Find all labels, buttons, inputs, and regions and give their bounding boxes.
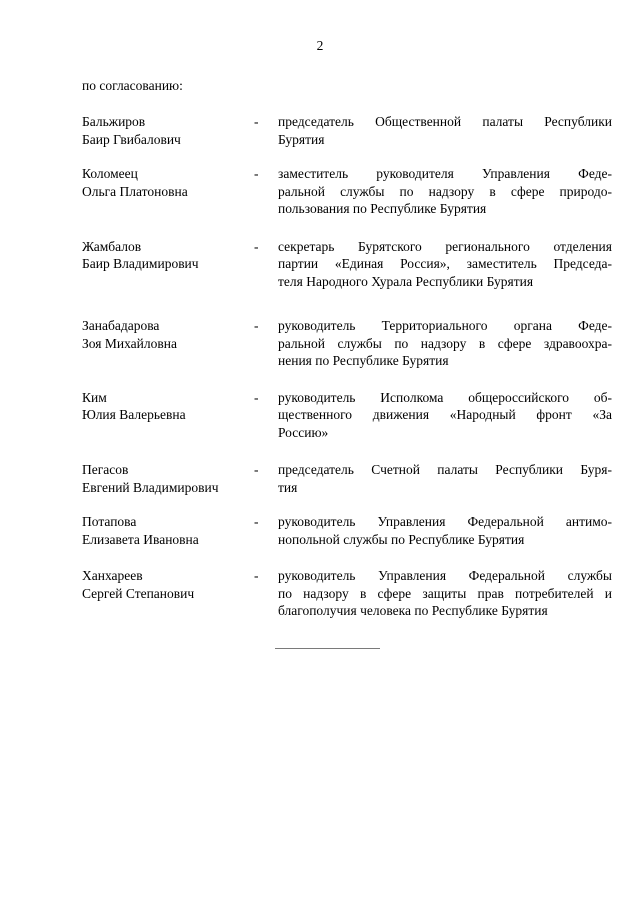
role-line: Россию»	[278, 424, 329, 440]
role-line: теля Народного Хурала Республики Бурятия	[278, 273, 534, 289]
approver-role	[278, 113, 612, 148]
role-line: секретарь Бурятского регионального отделения	[278, 238, 612, 254]
dash-separator: -	[254, 318, 259, 333]
role-line: нопольной службы по Республике Бурятия	[278, 531, 525, 547]
role-line: Бурятия	[278, 131, 325, 147]
role-line: ральной службы по надзору в сфере здравоохра-	[278, 335, 612, 351]
approver-surname: Бальжиров	[82, 114, 146, 129]
role-line: нения по Республике Бурятия	[278, 353, 449, 368]
approver-given-name: Ольга Платоновна	[82, 183, 188, 199]
approver-entry	[82, 389, 612, 442]
role-line: по надзору в сфере защиты прав потребителей и	[278, 585, 612, 601]
approver-surname: Потапова	[82, 514, 137, 529]
approvers-list	[82, 113, 612, 620]
approver-role	[278, 389, 612, 442]
role-line: руководитель Управления Федеральной антимо-	[278, 514, 612, 529]
role-line: руководитель Управления Федеральной службы	[278, 568, 612, 583]
role-line: руководитель Исполкома общероссийского об-	[278, 389, 612, 405]
approver-name	[82, 513, 254, 548]
role-line: благополучия человека по Республике Бурятия	[278, 603, 548, 618]
approver-entry	[82, 113, 612, 148]
approver-given-name: Юлия Валерьевна	[82, 407, 186, 422]
role-line: щественного движения «Народный фронт «За	[278, 407, 612, 422]
approver-name	[82, 389, 254, 424]
approver-role	[278, 461, 612, 496]
approver-entry	[82, 238, 612, 291]
role-line: партии «Единая Россия», заместитель Председа-	[278, 256, 612, 271]
approver-name	[82, 165, 254, 200]
approver-surname: Занабадарова	[82, 318, 160, 333]
approver-given-name: Евгений Владимирович	[82, 479, 219, 495]
role-line: тия	[278, 479, 298, 495]
approver-role	[278, 513, 612, 548]
approver-given-name: Зоя Михайловна	[82, 335, 177, 351]
approver-name	[82, 113, 254, 148]
approver-given-name: Елизавета Ивановна	[82, 531, 199, 547]
role-line: ральной службы по надзору в сфере природо-	[278, 183, 612, 199]
approver-surname: Пегасов	[82, 462, 129, 477]
dash-separator: -	[254, 166, 259, 181]
approver-entry	[82, 165, 612, 218]
approver-entry	[82, 461, 612, 496]
approver-role	[278, 567, 612, 620]
role-line: председатель Счетной палаты Республики Буря-	[278, 462, 612, 477]
dash-separator: -	[254, 462, 259, 477]
approver-entry	[82, 513, 612, 548]
dash-separator: -	[254, 389, 259, 405]
role-line: руководитель Территориального органа Феде-	[278, 318, 612, 333]
role-line: заместитель руководителя Управления Феде-	[278, 166, 612, 181]
approver-role	[278, 165, 612, 218]
closing-divider-line	[275, 648, 380, 649]
approver-role	[278, 238, 612, 291]
page-number: 2	[316, 38, 324, 53]
dash-separator: -	[254, 238, 259, 254]
approver-surname: Ханхареев	[82, 568, 143, 583]
dash-separator: -	[254, 114, 259, 129]
approver-surname: Ким	[82, 389, 107, 405]
approver-surname: Коломеец	[82, 166, 138, 181]
approver-given-name: Баир Гвибалович	[82, 131, 181, 147]
approver-name	[82, 567, 254, 602]
role-line: пользования по Республике Бурятия	[278, 201, 487, 216]
approver-name	[82, 317, 254, 352]
approver-role	[278, 317, 612, 370]
approver-entry	[82, 567, 612, 620]
approver-surname: Жамбалов	[82, 238, 142, 254]
approver-name	[82, 238, 254, 273]
approver-name	[82, 461, 254, 496]
approver-given-name: Баир Владимирович	[82, 256, 199, 271]
approver-given-name: Сергей Степанович	[82, 585, 195, 601]
dash-separator: -	[254, 568, 259, 583]
role-line: председатель Общественной палаты Республики	[278, 114, 612, 129]
dash-separator: -	[254, 514, 259, 529]
approver-entry	[82, 317, 612, 370]
approval-heading: по согласованию:	[82, 78, 183, 93]
